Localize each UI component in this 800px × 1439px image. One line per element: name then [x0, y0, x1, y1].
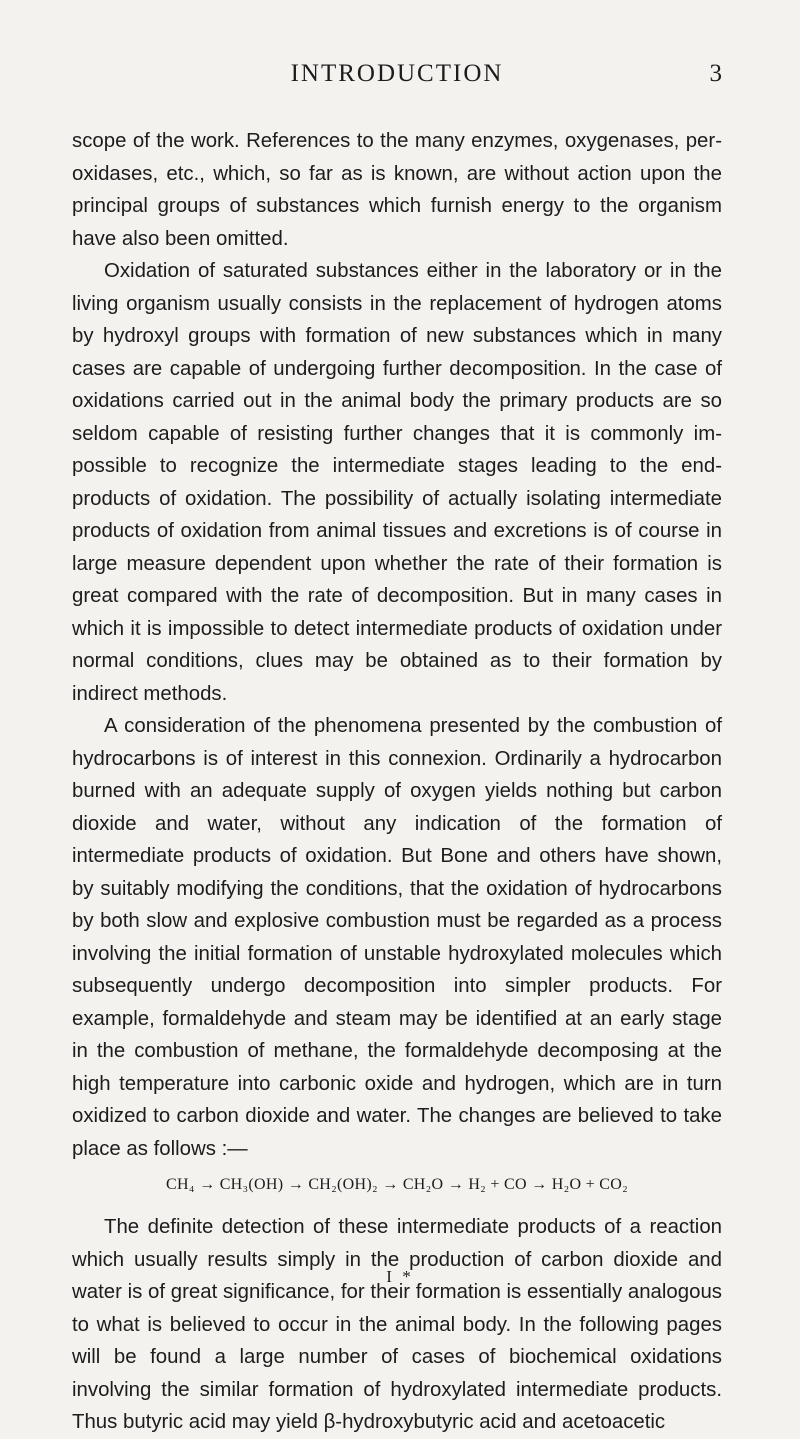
arrow-icon: →	[447, 1176, 464, 1193]
reaction-equation	[72, 1173, 722, 1197]
arrow-icon: →	[199, 1176, 216, 1193]
page-number: 3	[709, 60, 722, 87]
arrow-icon: →	[531, 1176, 548, 1193]
paragraph-4: The definite detection of these intermediate products of a reaction which usually results simply in the production of carbon dioxide and water is of great significance, for their formation is essentially analogous to what is believed to occur in the animal body. In the following pages will be found a large number of cases of biochemical oxidations involving the similar formation of hydroxylated intermediate products. Thus butyric acid may yield β-hydroxybutyric acid and acetoacetic	[72, 1216, 722, 1433]
page-header	[72, 60, 722, 100]
signature-mark: I *	[386, 1267, 414, 1286]
equation-term: CH₃(OH)	[219, 1176, 284, 1193]
running-title: INTRODUCTION	[290, 60, 504, 87]
equation-term: CH₄	[166, 1176, 195, 1193]
arrow-icon: →	[382, 1176, 399, 1193]
arrow-icon: →	[287, 1176, 304, 1193]
body-text	[72, 125, 722, 1439]
equation-term: H₂O + CO₂	[551, 1176, 628, 1193]
equation-term: CH₂(OH)₂	[308, 1176, 378, 1193]
paragraph-3: A consideration of the phenomena presented by the combustion of hydrocarbons is of interest in this connexion. Ordinarily a hydrocarbon burned with an adequate supply of oxygen yields nothing but carbon dioxide and water, without any indication of the formation of intermediate products of oxidation. But Bone and others have shown, by suitably modifying the conditions, that the oxidation of hydrocarbons by both slow and explosive combustion must be regarded as a process involving the initial formation of unstable hydroxylated molecules which subsequently undergo decomposition into simpler products. For example, formaldehyde and steam may be identified at an early stage in the combustion of methane, the formaldehyde decomposing at the high temperature into carbonic oxide and hydrogen, which are in turn oxidized to carbon dioxide and water. The changes are believed to take place as follows :—	[72, 715, 722, 1160]
equation-term: CH₂O	[402, 1176, 444, 1193]
paragraph-2: Oxidation of saturated substances either in the laboratory or in the living organism usually consists in the replacement of hydrogen atoms by hydroxyl groups with formation of new substances which in many cases are capable of undergoing further decomposition. In the case of oxidations carried out in the animal body the primary products are so seldom capable of resisting further changes that it is commonly impossible to recognize the intermediate stages leading to the end-products of oxidation. The possibility of actually isolating intermediate products of oxidation from animal tissues and excretions is of course in large measure dependent upon whether the rate of their formation is great compared with the rate of decomposition. But in many cases in which it is impossible to detect intermediate products of oxidation under normal conditions, clues may be obtained as to their formation by indirect methods.	[72, 260, 722, 705]
paragraph-1: scope of the work. References to the many enzymes, oxygenases, peroxidases, etc., which, so far as is known, are without action upon the principal groups of substances which furnish energy to the organism have also been omitted.	[72, 130, 722, 250]
equation-term: H₂ + CO	[468, 1176, 527, 1193]
